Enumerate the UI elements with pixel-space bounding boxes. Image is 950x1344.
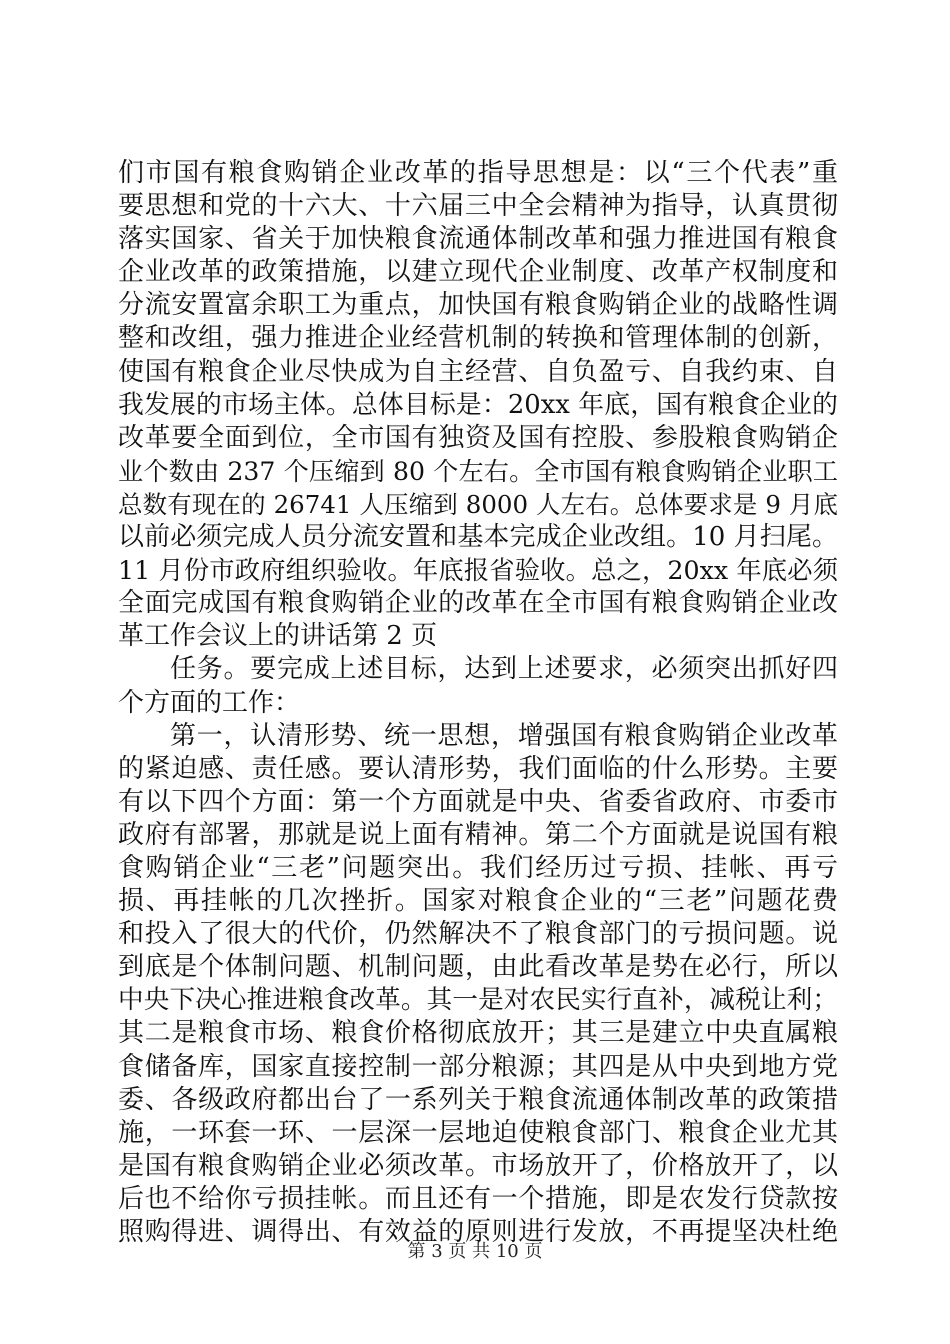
text-line: 落实国家、省关于加快粮食流通体制改革和强力推进国有粮食 bbox=[118, 224, 838, 255]
paragraph-first-line: 任务。要完成上述目标，达到上述要求，必须突出抓好四 bbox=[170, 654, 838, 685]
text-line: 中央下决心推进粮食改革。其一是对农民实行直补，减税让利； bbox=[118, 985, 838, 1016]
text-line: 全面完成国有粮食购销企业的改革在全市国有粮食购销企业改 bbox=[118, 588, 838, 619]
text-line: 施，一环套一环、一层深一层地迫使粮食部门、粮食企业尤其 bbox=[118, 1117, 838, 1148]
body-text bbox=[118, 157, 838, 1249]
text-line: 业个数由 237 个压缩到 80 个左右。全市国有粮食购销企业职工 bbox=[118, 456, 838, 486]
text-line: 食购销企业“三老”问题突出。我们经历过亏损、挂帐、再亏 bbox=[118, 852, 838, 883]
text-line: 损、再挂帐的几次挫折。国家对粮食企业的“三老”问题花费 bbox=[118, 886, 838, 917]
page-number-footer: 第 3 页 共 10 页 bbox=[407, 1241, 543, 1262]
text-line: 11 月份市政府组织验收。年底报省验收。总之，20xx 年底必须 bbox=[118, 556, 838, 586]
text-line: 要思想和党的十六大、十六届三中全会精神为指导，认真贯彻 bbox=[118, 191, 838, 222]
text-line: 改革要全面到位，全市国有独资及国有控股、参股粮食购销企 bbox=[118, 422, 838, 453]
text-line: 个方面的工作： bbox=[118, 687, 301, 718]
text-line: 以前必须完成人员分流安置和基本完成企业改组。10 月扫尾。 bbox=[118, 522, 838, 553]
text-line: 食储备库，国家直接控制一部分粮源；其四是从中央到地方党 bbox=[118, 1051, 838, 1082]
text-line: 们市国有粮食购销企业改革的指导思想是：以“三个代表”重 bbox=[118, 158, 838, 188]
text-line: 后也不给你亏损挂帐。而且还有一个措施，即是农发行贷款按 bbox=[118, 1183, 838, 1214]
text-line: 是国有粮食购销企业必须改革。市场放开了，价格放开了，以 bbox=[118, 1150, 838, 1181]
text-line: 到底是个体制问题、机制问题，由此看改革是势在必行，所以 bbox=[118, 952, 838, 983]
text-line: 委、各级政府都出台了一系列关于粮食流通体制改革的政策措 bbox=[118, 1084, 838, 1115]
text-line: 政府有部署，那就是说上面有精神。第二个方面就是说国有粮 bbox=[118, 819, 838, 850]
text-line: 其二是粮食市场、粮食价格彻底放开；其三是建立中央直属粮 bbox=[118, 1018, 838, 1049]
text-line: 和投入了很大的代价，仍然解决不了粮食部门的亏损问题。说 bbox=[118, 919, 838, 950]
text-line: 革工作会议上的讲话第 2 页 bbox=[118, 621, 438, 652]
text-line: 企业改革的政策措施，以建立现代企业制度、改革产权制度和 bbox=[118, 257, 838, 288]
text-line: 分流安置富余职工为重点，加快国有粮食购销企业的战略性调 bbox=[118, 290, 838, 321]
text-line: 的紧迫感、责任感。要认清形势，我们面临的什么形势。主要 bbox=[118, 753, 838, 784]
text-line: 总数有现在的 26741 人压缩到 8000 人左右。总体要求是 9 月底 bbox=[118, 489, 838, 519]
text-line: 整和改组，强力推进企业经营机制的转换和管理体制的创新， bbox=[118, 323, 838, 354]
text-line: 我发展的市场主体。总体目标是：20xx 年底，国有粮食企业的 bbox=[118, 389, 838, 420]
text-line: 照购得进、调得出、有效益的原则进行发放，不再提坚决杜绝 bbox=[118, 1217, 838, 1247]
text-line: 有以下四个方面：第一个方面就是中央、省委省政府、市委市 bbox=[118, 786, 838, 817]
paragraph-first-line: 第一，认清形势、统一思想，增强国有粮食购销企业改革 bbox=[170, 720, 838, 751]
text-line: 使国有粮食企业尽快成为自主经营、自负盈亏、自我约束、自 bbox=[118, 356, 838, 387]
